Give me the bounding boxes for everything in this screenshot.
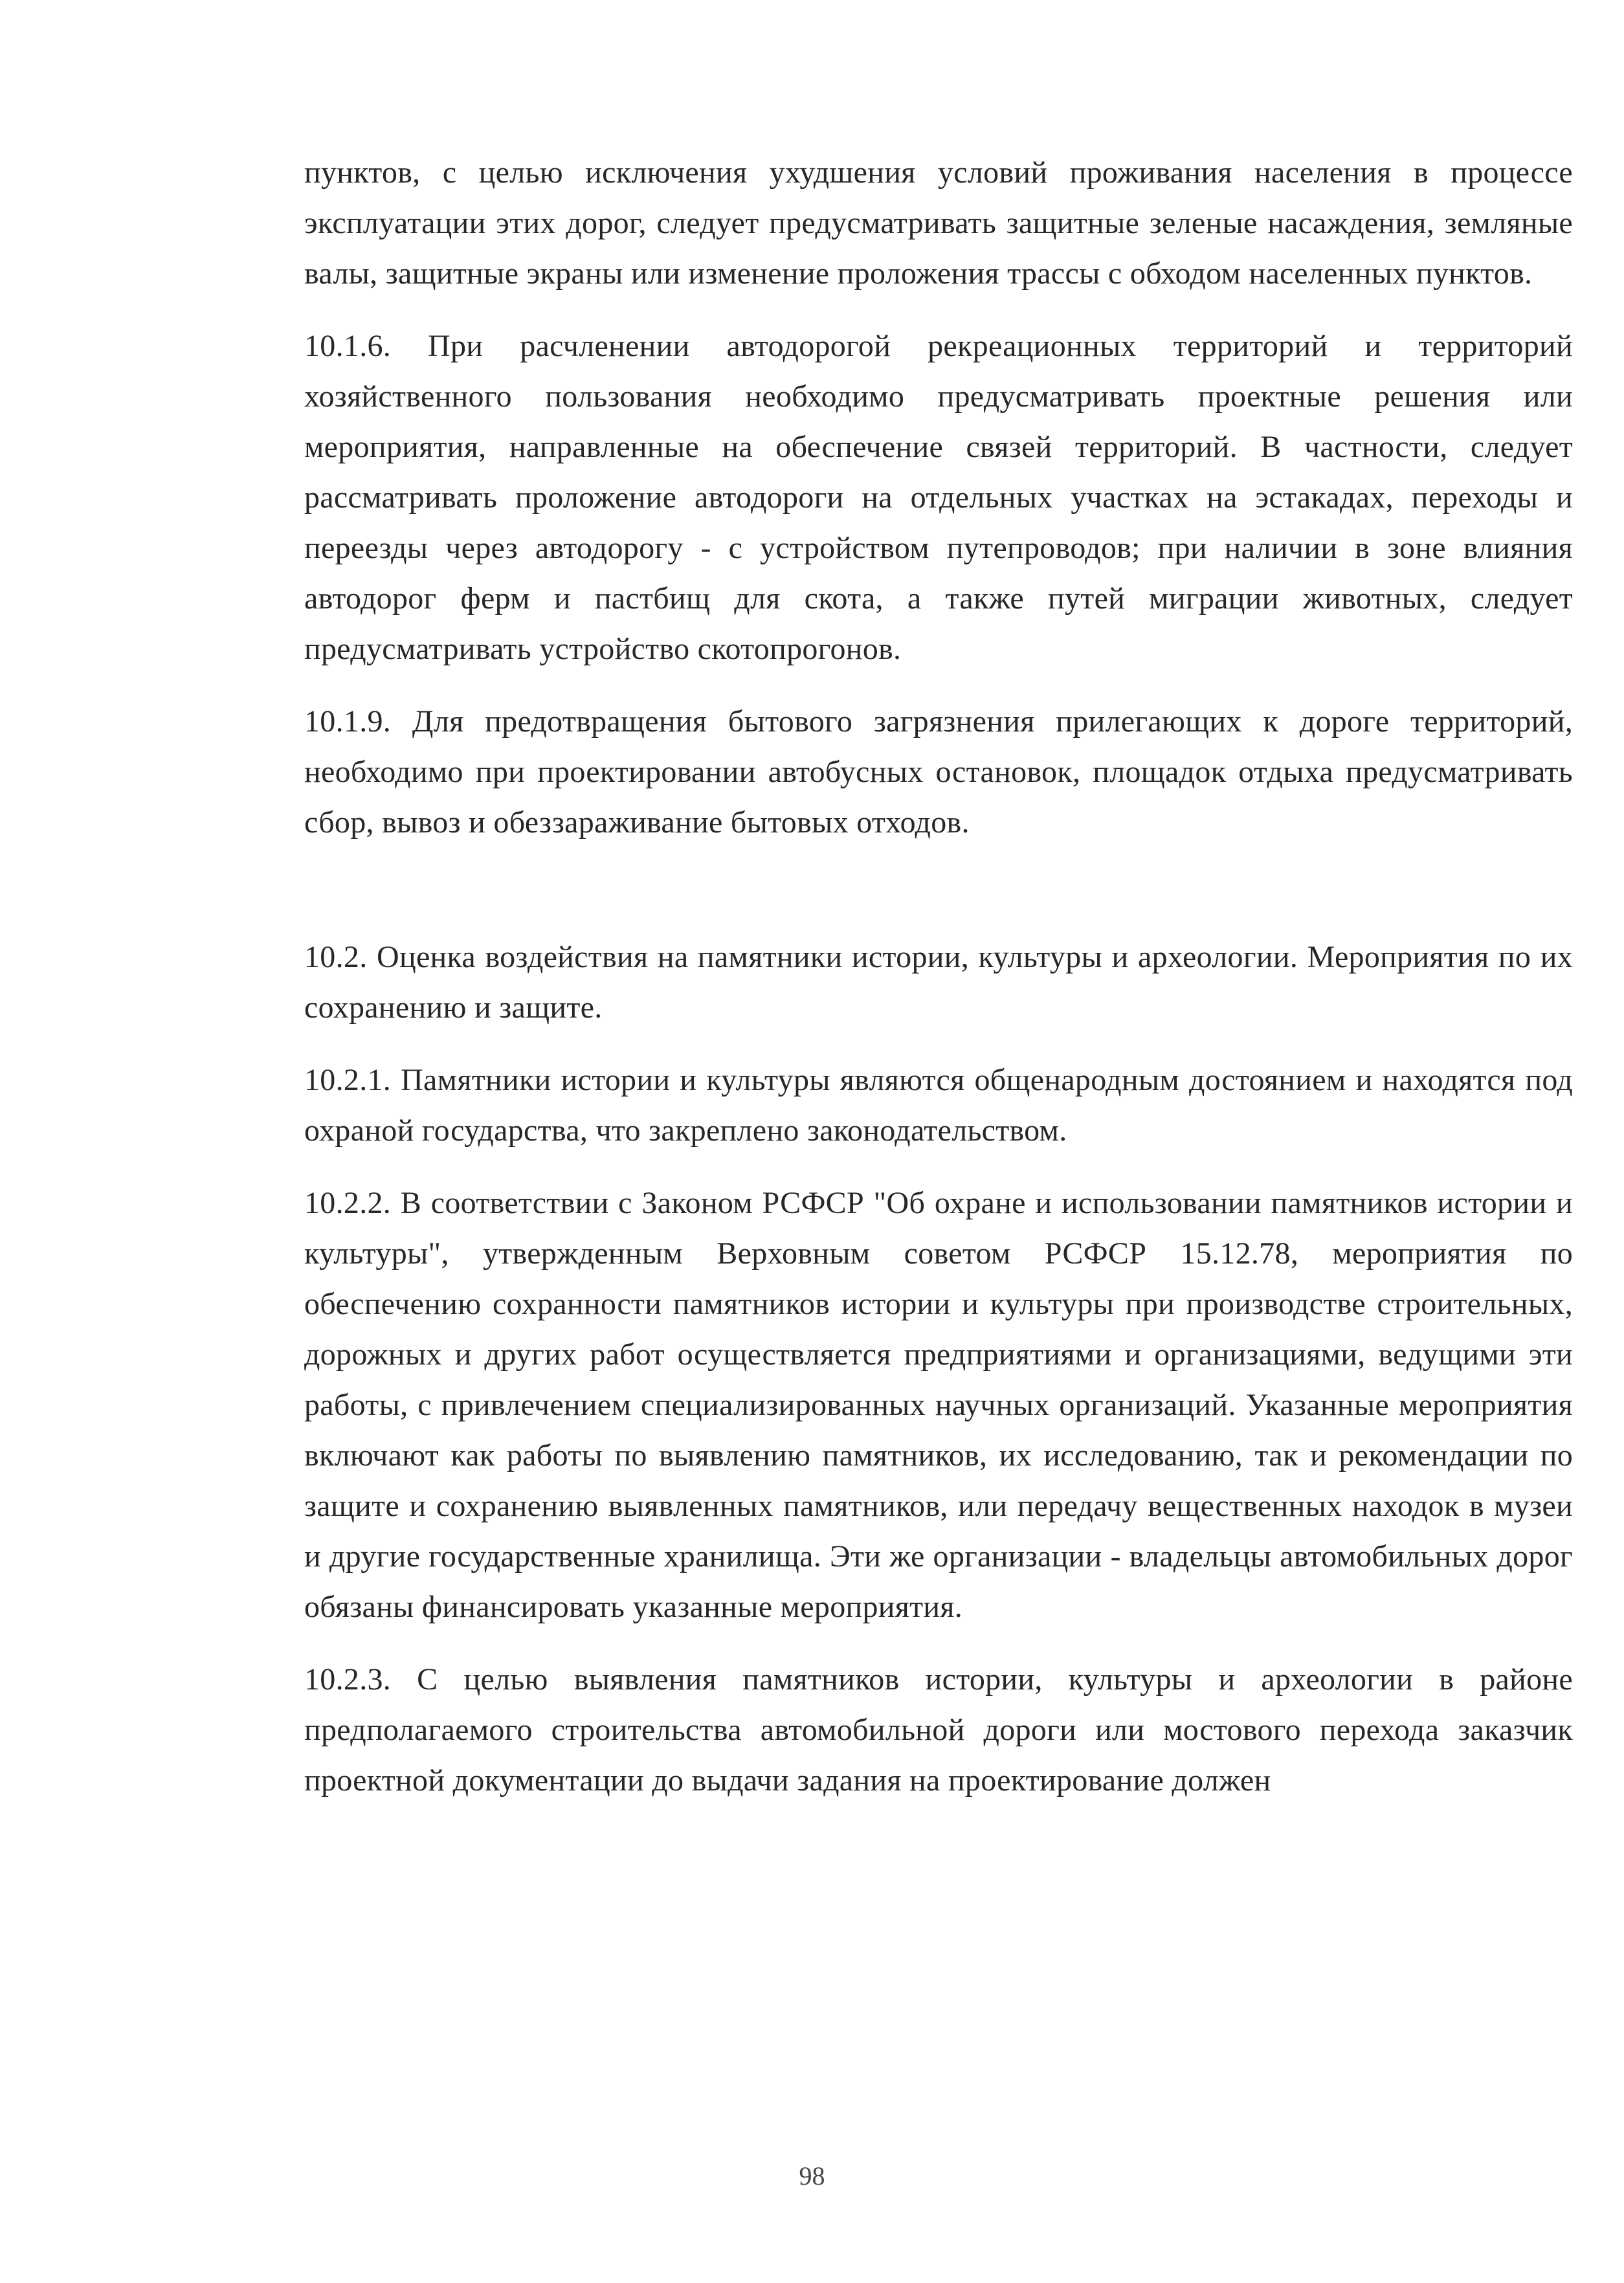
paragraph-10-2-1: 10.2.1. Памятники истории и культуры являются общенародным достоянием и находятся под охраной государства, что закреплено законодательством. <box>304 1063 1573 1148</box>
document-body <box>304 148 1573 1828</box>
paragraph-10-1-6: 10.1.6. При расчленении автодорогой рекреационных территорий и территорий хозяйственного пользования необходимо предусматривать проектные решения или мероприятия, направленные на обеспечение связей территорий. В частности, следует рассматривать проложение автодороги на отдельных участках на эстакадах, переходы и переезды через автодорогу - с устройством путепроводов; при наличии в зоне влияния автодорог ферм и пастбищ для скота, а также путей миграции животных, следует предусматривать устройство скотопрогонов. <box>304 329 1573 666</box>
paragraph-10-1-9: 10.1.9. Для предотвращения бытового загрязнения прилегающих к дороге территорий, необходимо при проектировании автобусных остановок, площадок отдыха предусматривать сбор, вывоз и обеззараживание бытовых отходов. <box>304 704 1573 840</box>
paragraph-continuation: пунктов, с целью исключения ухудшения условий проживания населения в процессе эксплуатации этих дорог, следует предусматривать защитные зеленые насаждения, земляные валы, защитные экраны или изменение проложения трассы с обходом населенных пунктов. <box>304 155 1573 291</box>
page-number: 98 <box>799 2161 825 2190</box>
paragraph-10-2-3: 10.2.3. С целью выявления памятников истории, культуры и археологии в районе предполагаемого строительства автомобильной дороги или мостового перехода заказчик проектной документации до выдачи задания на проектирование должен <box>304 1662 1573 1798</box>
paragraph-10-2-2: 10.2.2. В соответствии с Законом РСФСР "Об охране и использовании памятников истории и культуры", утвержденным Верховным советом РСФСР 15.12.78, мероприятия по обеспечению сохранности памятников истории и культуры при производстве строительных, дорожных и других работ осуществляется предприятиями и организациями, ведущими эти работы, с привлечением специализированных научных организаций. Указанные мероприятия включают как работы по выявлению памятников, их исследованию, так и рекомендации по защите и сохранению выявленных памятников, или передачу вещественных находок в музеи и другие государственные хранилища. Эти же организации - владельцы автомобильных дорог обязаны финансировать указанные мероприятия. <box>304 1186 1573 1624</box>
section-heading-10-2: 10.2. Оценка воздействия на памятники истории, культуры и археологии. Мероприятия по их сохранению и защите. <box>304 940 1573 1025</box>
